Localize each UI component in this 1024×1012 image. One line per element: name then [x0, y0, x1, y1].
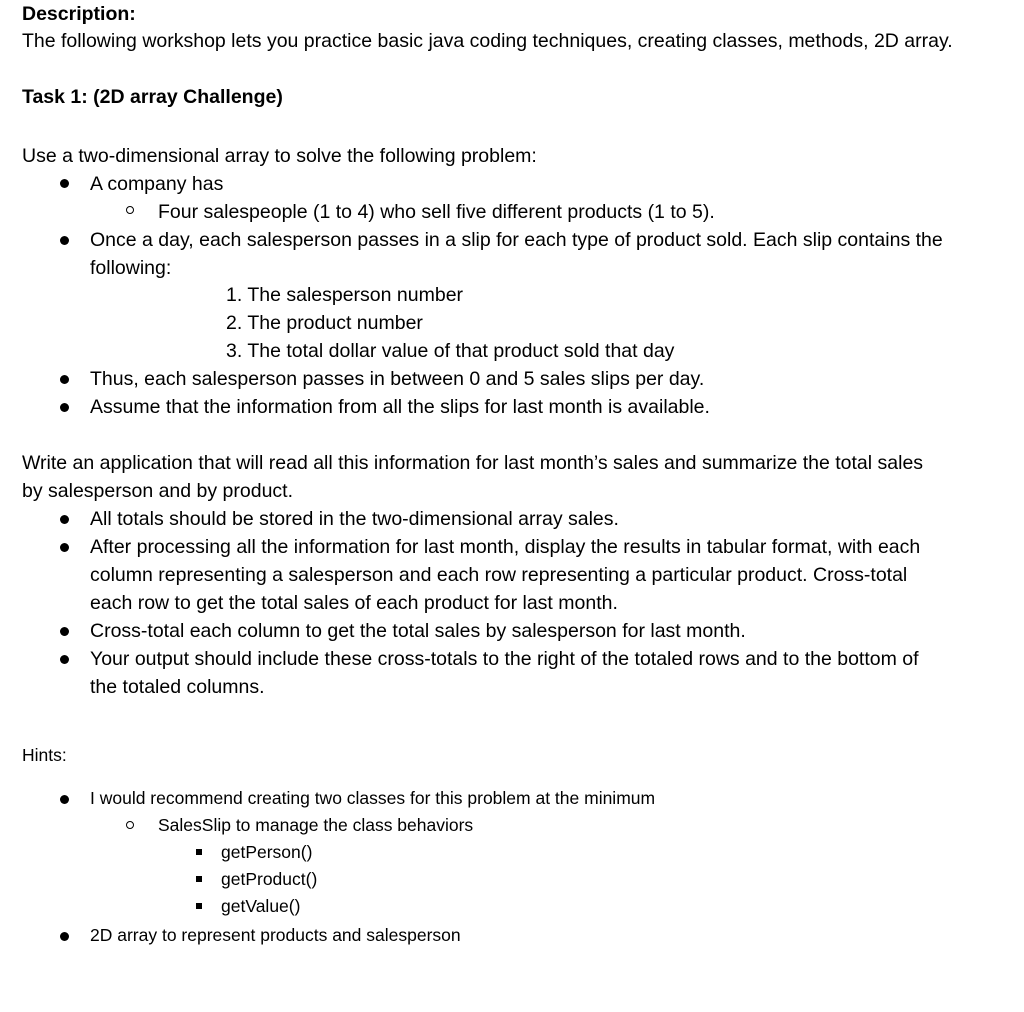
salesslip-text: SalesSlip to manage the class behaviors [158, 815, 474, 835]
write-text-line1: Write an application that will read all this information for last month’s sales and summarize the total sales [22, 452, 924, 474]
thus-text: Thus, each salesperson passes in between 0 and 5 sales slips per day. [90, 368, 705, 390]
square-bullet-icon [196, 849, 202, 855]
cross-col-text: Cross-total each column to get the total sales by salesperson for last month. [90, 620, 746, 642]
square-bullet-icon [196, 903, 202, 909]
description-heading: Description: [22, 3, 136, 25]
output-text-line1: Your output should include these cross-totals to the right of the totaled rows and to the bottom of [90, 648, 919, 670]
totals-text: All totals should be stored in the two-dimensional array sales. [90, 508, 619, 530]
slip-item-3: 3. The total dollar value of that product sold that day [226, 340, 675, 362]
company-has-text: A company has [90, 173, 224, 195]
circle-bullet-icon [126, 821, 134, 829]
bullet-icon [60, 403, 69, 412]
bullet-icon [60, 515, 69, 524]
bullet-icon [60, 655, 69, 664]
write-text-line2: by salesperson and by product. [22, 480, 294, 502]
bullet-icon [60, 627, 69, 636]
task-title: Task 1: (2D array Challenge) [22, 86, 283, 108]
after-text-line3: each row to get the total sales of each product for last month. [90, 592, 618, 614]
slip-item-2: 2. The product number [226, 312, 423, 334]
after-text-line1: After processing all the information for last month, display the results in tabular format, with each [90, 536, 921, 558]
method-get-person: getPerson() [221, 842, 313, 862]
description-text: The following workshop lets you practice basic java coding techniques, creating classes, methods, 2D array. [22, 30, 953, 52]
slip-text-line1: Once a day, each salesperson passes in a slip for each type of product sold. Each slip contains the [90, 229, 943, 251]
method-get-value: getValue() [221, 896, 301, 916]
bullet-icon [60, 375, 69, 384]
bullet-icon [60, 179, 69, 188]
after-text-line2: column representing a salesperson and each row representing a particular product. Cross-total [90, 564, 908, 586]
bullet-icon [60, 932, 69, 941]
square-bullet-icon [196, 876, 202, 882]
task-intro: Use a two-dimensional array to solve the following problem: [22, 145, 537, 167]
bullet-icon [60, 543, 69, 552]
circle-bullet-icon [126, 206, 134, 214]
bullet-icon [60, 236, 69, 245]
output-text-line2: the totaled columns. [90, 676, 265, 698]
assume-text: Assume that the information from all the slips for last month is available. [90, 396, 710, 418]
method-get-product: getProduct() [221, 869, 318, 889]
hints-heading: Hints: [22, 745, 67, 765]
slip-text-line2: following: [90, 257, 172, 279]
bullet-icon [60, 795, 69, 804]
salespeople-text: Four salespeople (1 to 4) who sell five different products (1 to 5). [158, 201, 715, 223]
array-text: 2D array to represent products and salesperson [90, 925, 461, 945]
slip-item-1: 1. The salesperson number [226, 284, 464, 306]
recommend-text: I would recommend creating two classes for this problem at the minimum [90, 788, 656, 808]
